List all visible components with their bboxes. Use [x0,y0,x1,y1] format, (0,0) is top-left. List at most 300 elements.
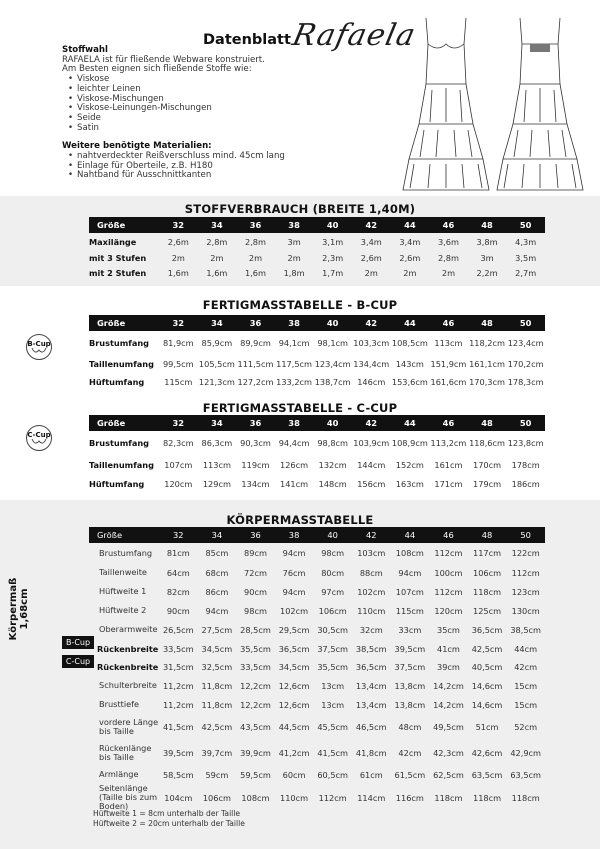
table-cell: 39,9cm [240,747,271,758]
table-cell: 110cm [280,792,309,803]
table-cell: 171cm [434,478,463,489]
table-cell: 3,6m [437,237,459,247]
table-cell: 1,6m [206,268,228,278]
table-header-row [89,217,545,233]
table-cell: 106cm [318,605,347,616]
table-cell: 33cm [398,624,422,635]
table-cell: 119cm [241,459,270,470]
size-cell: 44 [391,415,430,431]
size-cell: 32 [159,315,198,331]
table-cell: 106cm [472,567,502,578]
fabric-list [62,75,392,133]
size-cell: 34 [198,527,237,543]
table-cell: 97cm [321,586,345,597]
body-measurements-title: KÖRPERMASSTABELLE [226,513,374,527]
row-label: Hüftweite 1 [99,586,147,596]
table-cell: 130cm [511,605,540,616]
table-row [89,740,545,765]
row-label: Brustumfang [89,438,150,448]
table-cell: 2m [287,253,301,263]
table-cell: 123cm [511,586,540,597]
table-cell: 94,1cm [278,338,310,348]
table-cell: 48cm [398,722,422,732]
table-row [89,431,545,455]
body-measurements-table [89,527,545,811]
table-cell: 44cm [514,643,538,654]
table-cell: 1,6m [244,268,266,278]
table-cell: 1,6m [167,268,189,278]
table-cell: 42,3cm [433,747,464,758]
table-cell: 58,5cm [162,769,194,780]
table-cell: 178cm [511,459,540,470]
table-row [89,658,545,676]
table-cell: 52cm [514,722,538,732]
table-cell: 99,5cm [162,359,194,369]
size-cell: 42 [352,527,391,543]
row-label: Schulterbreite [99,680,157,690]
table-cell: 86cm [205,586,229,597]
table-cell: 118,2cm [469,338,505,348]
row-label: mit 3 Stufen [89,253,147,263]
table-cell: 118cm [472,586,502,597]
table-cell: 85,9cm [201,338,233,348]
size-cell: 42 [352,315,391,331]
table-cell: 121,3cm [198,377,235,387]
table-cell: 28,5cm [240,624,271,635]
size-cell: 36 [236,415,275,431]
table-cell: 105,5cm [198,359,235,369]
table-cell: 161,6cm [430,377,467,387]
table-cell: 108cm [241,792,270,803]
table-cell: 2,6m [167,237,189,247]
table-cell: 104cm [164,792,193,803]
table-cell: 123,4cm [507,338,544,348]
table-cell: 13cm [321,680,345,691]
size-cell: 48 [468,217,507,233]
table-row [89,355,545,373]
table-cell: 103,3cm [353,338,390,348]
table-cell: 108cm [395,548,424,558]
table-cell: 2,2m [476,268,498,278]
size-cell: 40 [313,527,352,543]
table-cell: 108,9cm [391,438,428,448]
size-cell: 40 [313,315,352,331]
row-label: Hüftweite 2 [99,605,147,615]
table-header-row [89,527,545,543]
table-cell: 42,9cm [510,747,542,758]
table-cell: 115cm [395,605,424,616]
table-cell: 72cm [244,567,267,578]
table-cell: 13,4cm [355,680,387,691]
size-cell: 50 [506,217,545,233]
table-cell: 30,5cm [317,624,349,635]
stoffwahl-text-2: Am Besten eignen sich fließende Stoffe wie: [62,64,252,75]
row-label: Hüftumfang [89,377,145,387]
table-cell: 98,1cm [317,338,349,348]
table-cell: 2,6m [360,253,382,263]
table-cell: 13,8cm [394,680,426,691]
table-cell: 151,9cm [430,359,467,369]
size-cell: 38 [275,217,314,233]
table-cell: 40,5cm [471,662,503,672]
materials-heading: Weitere benötigte Materialien: [62,141,212,152]
table-cell: 123,4cm [314,359,351,369]
table-cell: 94cm [282,548,306,558]
table-cell: 15cm [514,699,538,710]
table-cell: 29,5cm [278,624,310,635]
table-cell: 102cm [280,605,309,616]
material-item: • Nahtband für Ausschnittkanten [68,171,392,181]
row-label: mit 2 Stufen [89,268,147,278]
table-cell: 2,8m [206,237,228,247]
size-cell: 32 [159,527,198,543]
table-cell: 63,5cm [471,769,503,780]
table-cell: 41,8cm [355,747,387,758]
table-cell: 41,2cm [278,747,310,758]
size-cell: 32 [159,217,198,233]
b-cup-tag: B-Cup [62,636,94,649]
table-cell: 38,5cm [510,624,542,635]
table-cell: 1,8m [283,268,305,278]
table-cell: 118,6cm [469,438,505,448]
table-cell: 133,2cm [276,377,313,387]
table-cell: 94cm [205,605,229,616]
row-label: Taillenumfang [89,359,154,369]
table-cell: 26,5cm [162,624,194,635]
table-cell: 12,6cm [278,680,310,691]
material-item: • nahtverdeckter Reißverschluss mind. 45cm lang [68,152,392,162]
table-cell: 3,4m [399,237,421,247]
footnote-1: Hüftweite 1 = 8cm unterhalb der Taille [93,809,241,818]
table-cell: 42,5cm [471,643,503,654]
table-cell: 39,5cm [162,747,194,758]
table-cell: 170,2cm [507,359,544,369]
table-row [89,233,545,251]
table-cell: 111,5cm [237,359,274,369]
size-cell: 48 [468,315,507,331]
table-cell: 11,8cm [201,680,233,691]
b-cup-table [89,315,545,391]
table-cell: 3m [480,253,494,263]
table-cell: 43,5cm [240,722,271,732]
size-cell: 50 [506,315,545,331]
fabric-item: • Seide [68,114,392,124]
table-cell: 118cm [434,792,463,803]
table-cell: 35cm [437,624,460,635]
table-cell: 113,2cm [430,438,467,448]
table-row [89,563,545,582]
table-cell: 113cm [434,338,463,348]
size-cell: 38 [275,415,314,431]
size-cell: 44 [391,217,430,233]
size-cell: 46 [429,217,468,233]
table-cell: 153,6cm [391,377,428,387]
size-header: Größe [89,217,159,233]
table-cell: 4,3m [515,237,537,247]
table-cell: 36,5cm [471,624,503,635]
table-cell: 115cm [164,377,193,387]
table-cell: 89,9cm [240,338,271,348]
table-cell: 39,5cm [394,643,426,654]
table-cell: 90cm [166,605,190,616]
b-cup-title: FERTIGMASSTABELLE - B-CUP [202,298,398,312]
row-label: Brustumfang [99,547,153,558]
table-cell: 37,5cm [394,662,426,672]
dress-front-illustration [402,14,490,194]
table-row [89,784,545,811]
table-cell: 13,8cm [394,699,426,710]
fabric-usage-title: STOFFVERBRAUCH (BREITE 1,40M) [184,202,416,216]
table-cell: 68cm [205,567,229,578]
table-cell: 81cm [166,548,190,558]
table-cell: 90,3cm [240,438,271,448]
table-row [89,765,545,784]
table-cell: 14,2cm [433,680,464,691]
table-cell: 32cm [359,624,383,635]
c-cup-badge-label: C-Cup [27,431,51,439]
table-cell: 41,5cm [162,722,194,732]
table-cell: 134cm [241,478,270,489]
c-cup-badge [26,425,52,451]
table-cell: 15cm [514,680,538,691]
table-cell: 146cm [357,377,386,387]
size-cell: 34 [198,315,237,331]
table-cell: 125cm [472,605,502,616]
table-cell: 36,5cm [278,643,310,654]
row-label: Taillenumfang [89,459,154,470]
table-cell: 2m [364,268,378,278]
table-cell: 82cm [166,586,190,597]
table-cell: 88cm [359,567,383,578]
table-cell: 98cm [244,605,267,616]
row-label: vordere Länge bis Taille [99,717,159,736]
table-cell: 108,5cm [391,338,428,348]
table-cell: 161,1cm [469,359,505,369]
table-cell: 39,7cm [201,747,233,758]
table-cell: 2m [441,268,456,278]
size-cell: 48 [468,415,507,431]
size-header: Größe [89,527,159,543]
table-cell: 161cm [434,459,463,470]
bra-icon [31,438,47,446]
table-cell: 60,5cm [317,769,349,780]
table-cell: 2,8m [437,253,459,263]
size-cell: 48 [468,527,507,543]
table-header-row [89,315,545,331]
row-label: Rückenbreite [97,643,159,654]
size-cell: 44 [391,527,430,543]
pattern-name-script: Rafaela [289,18,420,53]
table-cell: 94cm [282,586,306,597]
table-row [89,331,545,355]
footnote-2: Hüftweite 2 = 20cm unterhalb der Taille [93,819,245,828]
table-cell: 2m [248,253,263,263]
table-cell: 2,7m [515,268,537,278]
table-row [89,601,545,620]
table-cell: 35,5cm [317,662,349,672]
table-cell: 49,5cm [433,722,464,732]
table-cell: 117,5cm [276,359,313,369]
table-cell: 64cm [166,567,190,578]
table-cell: 89cm [244,548,267,558]
table-cell: 3,8m [476,237,498,247]
stoffwahl-text-1: RAFAELA ist für fließende Webware konstruiert. [62,54,265,65]
table-cell: 102cm [357,586,386,597]
size-cell: 36 [236,315,275,331]
size-header: Größe [89,315,159,331]
fabric-item: • Viskose-Mischungen [68,95,392,105]
table-cell: 11,2cm [162,680,194,691]
size-cell: 46 [429,315,468,331]
table-cell: 3,4m [360,237,382,247]
table-cell: 42cm [514,662,538,672]
size-cell: 50 [506,527,545,543]
size-cell: 50 [506,415,545,431]
table-row [89,714,545,740]
table-cell: 39cm [437,662,460,672]
row-label: Brusttiefe [99,699,140,709]
fabric-item: • leichter Leinen [68,85,392,95]
material-item: • Einlage für Oberteile, z.B. H180 [68,162,392,172]
table-cell: 129cm [202,478,231,489]
table-header-row [89,415,545,431]
table-cell: 112cm [434,548,463,558]
row-label: Rückenlänge bis Taille [99,742,152,762]
size-header: Größe [89,415,159,431]
table-cell: 132cm [318,459,347,470]
table-row [89,676,545,695]
table-cell: 127,2cm [237,377,274,387]
row-label: Brustumfang [89,338,150,348]
table-cell: 118cm [511,792,540,803]
table-row [89,695,545,714]
table-cell: 106cm [202,792,231,803]
fabric-item: • Satin [68,124,392,134]
table-cell: 134,4cm [353,359,390,369]
table-cell: 117cm [472,548,502,558]
body-height-label: Körpermaß 1,68cm [8,577,30,641]
table-cell: 98cm [321,548,345,558]
table-cell: 112cm [434,586,463,597]
table-cell: 113cm [202,459,231,470]
size-cell: 36 [236,217,275,233]
table-cell: 42,5cm [201,722,233,732]
table-cell: 3,1m [322,237,344,247]
table-cell: 2m [403,268,417,278]
size-cell: 32 [159,415,198,431]
row-label: Rückenbreite [97,662,159,672]
bra-icon [31,347,47,355]
table-cell: 144cm [357,459,386,470]
size-cell: 40 [313,217,352,233]
table-cell: 156cm [357,478,386,489]
table-cell: 2m [171,253,185,263]
table-cell: 118cm [472,792,502,803]
table-cell: 63,5cm [510,769,542,780]
table-cell: 82,3cm [162,438,194,448]
table-cell: 27,5cm [201,624,233,635]
table-cell: 62,5cm [433,769,464,780]
table-cell: 178,3cm [507,377,544,387]
size-cell: 36 [236,527,275,543]
table-cell: 107cm [164,459,193,470]
b-cup-badge [26,334,52,360]
table-cell: 13cm [321,699,345,710]
c-cup-table [89,415,545,493]
row-label: Maxilänge [89,237,137,247]
table-cell: 44,5cm [278,722,310,732]
table-cell: 94,4cm [278,438,310,448]
table-cell: 103cm [357,548,386,558]
table-cell: 59cm [205,769,229,780]
table-cell: 103,9cm [353,438,390,448]
table-cell: 116cm [395,792,424,803]
table-cell: 41cm [437,643,460,654]
table-cell: 36,5cm [355,662,387,672]
table-cell: 1,7m [322,268,344,278]
table-row [89,251,545,265]
size-cell: 40 [313,415,352,431]
table-cell: 90cm [244,586,267,597]
table-cell: 3m [287,237,301,247]
table-cell: 94cm [398,567,422,578]
table-cell: 12,6cm [278,699,310,710]
table-cell: 170cm [472,459,502,470]
table-row [89,582,545,601]
table-cell: 148cm [318,478,347,489]
table-cell: 120cm [164,478,193,489]
table-cell: 152cm [395,459,424,470]
table-cell: 123,8cm [507,438,544,448]
table-cell: 31,5cm [162,662,194,672]
table-cell: 138,7cm [314,377,351,387]
table-cell: 34,5cm [201,643,233,654]
table-cell: 2,6m [399,253,421,263]
row-label: Armlänge [99,769,139,779]
dress-back-illustration [496,14,584,194]
stoffwahl-heading: Stoffwahl [62,45,108,55]
table-cell: 186cm [511,478,540,489]
table-cell: 107cm [395,586,424,597]
row-label: Oberarmweite [99,624,158,634]
size-cell: 34 [198,415,237,431]
table-cell: 38,5cm [355,643,387,654]
table-cell: 46,5cm [355,722,387,732]
table-cell: 61cm [359,769,383,780]
size-cell: 42 [352,415,391,431]
table-cell: 12,2cm [240,699,271,710]
table-cell: 110cm [357,605,386,616]
table-row [89,474,545,493]
table-cell: 112cm [511,567,540,578]
table-cell: 34,5cm [278,662,310,672]
fabric-item: • Viskose [68,75,392,85]
table-row [89,373,545,391]
intro-text [62,46,392,181]
table-cell: 13,4cm [355,699,387,710]
table-cell: 143cm [395,359,424,369]
table-cell: 14,6cm [471,680,503,691]
size-cell: 42 [352,217,391,233]
b-cup-badge-label: B-Cup [27,340,51,348]
table-cell: 80cm [321,567,345,578]
table-cell: 85cm [205,548,229,558]
table-cell: 14,2cm [433,699,464,710]
table-row [89,265,545,281]
table-cell: 100cm [434,567,463,578]
row-label: Taillenweite [99,567,147,577]
size-cell: 44 [391,315,430,331]
